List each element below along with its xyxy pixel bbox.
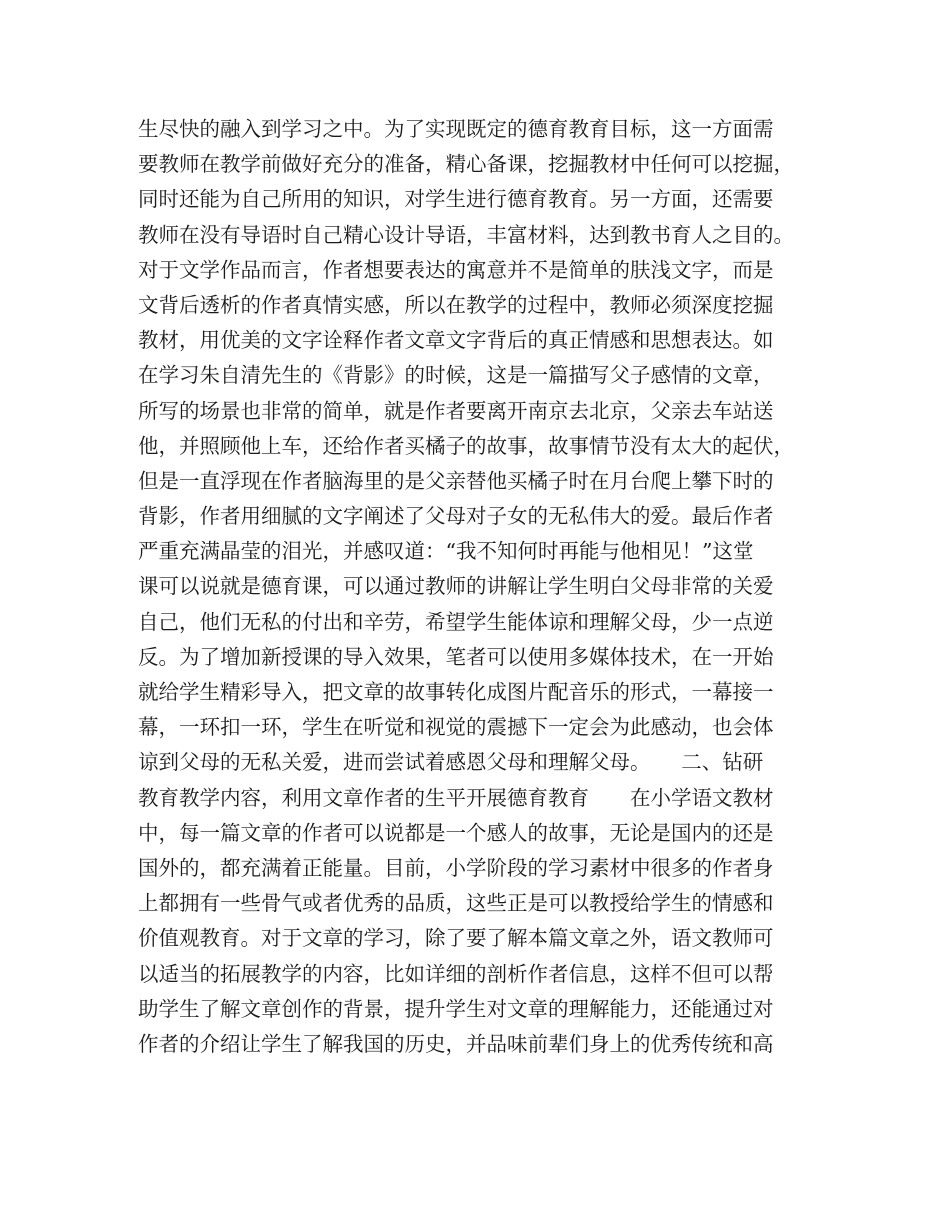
text-line: 谅到父母的无私关爱，进而尝试着感恩父母和理解父母。 二、钻研 — [138, 750, 764, 775]
text-line: 教师在没有导语时自己精心设计导语，丰富材料，达到教书育人之目的。 — [138, 222, 794, 247]
text-line: 在学习朱自清先生的《背影》的时候，这是一篇描写父子感情的文章， — [138, 363, 774, 388]
text-line: 反。为了增加新授课的导入效果，笔者可以使用多媒体技术，在一开始 — [138, 644, 774, 669]
text-line: 生尽快的融入到学习之中。为了实现既定的德育教育目标，这一方面需 — [138, 117, 774, 141]
text-line: 同时还能为自己所用的知识，对学生进行德育教育。另一方面，还需要 — [138, 187, 774, 212]
text-line: 教育教学内容，利用文章作者的生平开展德育教育 在小学语文教材 — [138, 785, 774, 810]
text-line: 自己，他们无私的付出和辛劳，希望学生能体谅和理解父母，少一点逆 — [138, 609, 774, 634]
text-line: 就给学生精彩导入，把文章的故事转化成图片配音乐的形式，一幕接一 — [138, 680, 774, 704]
text-line: 中，每一篇文章的作者可以说都是一个感人的故事，无论是国内的还是 — [138, 820, 774, 845]
text-line: 以适当的拓展教学的内容，比如详细的剖析作者信息，这样不但可以帮 — [138, 961, 774, 986]
text-line: 上都拥有一些骨气或者优秀的品质，这些正是可以教授给学生的情感和 — [138, 891, 774, 916]
text-line: 价值观教育。对于文章的学习，除了要了解本篇文章之外，语文教师可 — [138, 926, 774, 951]
text-line: 对于文学作品而言，作者想要表达的寓意并不是简单的肤浅文字，而是 — [138, 257, 774, 282]
text-line: 幕，一环扣一环，学生在听觉和视觉的震撼下一定会为此感动，也会体 — [138, 715, 774, 740]
text-line: 文背后透析的作者真情实感，所以在教学的过程中，教师必须深度挖掘 — [138, 292, 774, 317]
text-line: 作者的介绍让学生了解我国的历史，并品味前辈们身上的优秀传统和高 — [138, 1031, 774, 1056]
text-line: 背影，作者用细腻的文字阐述了父母对子女的无私伟大的爱。最后作者 — [138, 504, 774, 529]
text-line: 教材，用优美的文字诠释作者文章文字背后的真正情感和思想表达。如 — [138, 328, 774, 353]
text-line: 要教师在教学前做好充分的准备，精心备课，挖掘教材中任何可以挖掘， — [138, 152, 794, 177]
text-line: 助学生了解文章创作的背景，提升学生对文章的理解能力，还能通过对 — [138, 996, 774, 1021]
text-line: 课可以说就是德育课，可以通过教师的讲解让学生明白父母非常的关爱 — [138, 574, 774, 599]
text-line: 他，并照顾他上车，还给作者买橘子的故事，故事情节没有太大的起伏， — [138, 433, 794, 458]
text-line: 所写的场景也非常的简单，就是作者要离开南京去北京，父亲去车站送 — [138, 398, 774, 423]
text-line: 但是一直浮现在作者脑海里的是父亲替他买橘子时在月台爬上攀下时的 — [138, 468, 774, 493]
text-line: 国外的，都充满着正能量。目前，小学阶段的学习素材中很多的作者身 — [138, 855, 774, 880]
text-line: 严重充满晶莹的泪光，并感叹道：“我不知何时再能与他相见！”这堂 — [138, 539, 754, 564]
body-text — [138, 112, 818, 1062]
